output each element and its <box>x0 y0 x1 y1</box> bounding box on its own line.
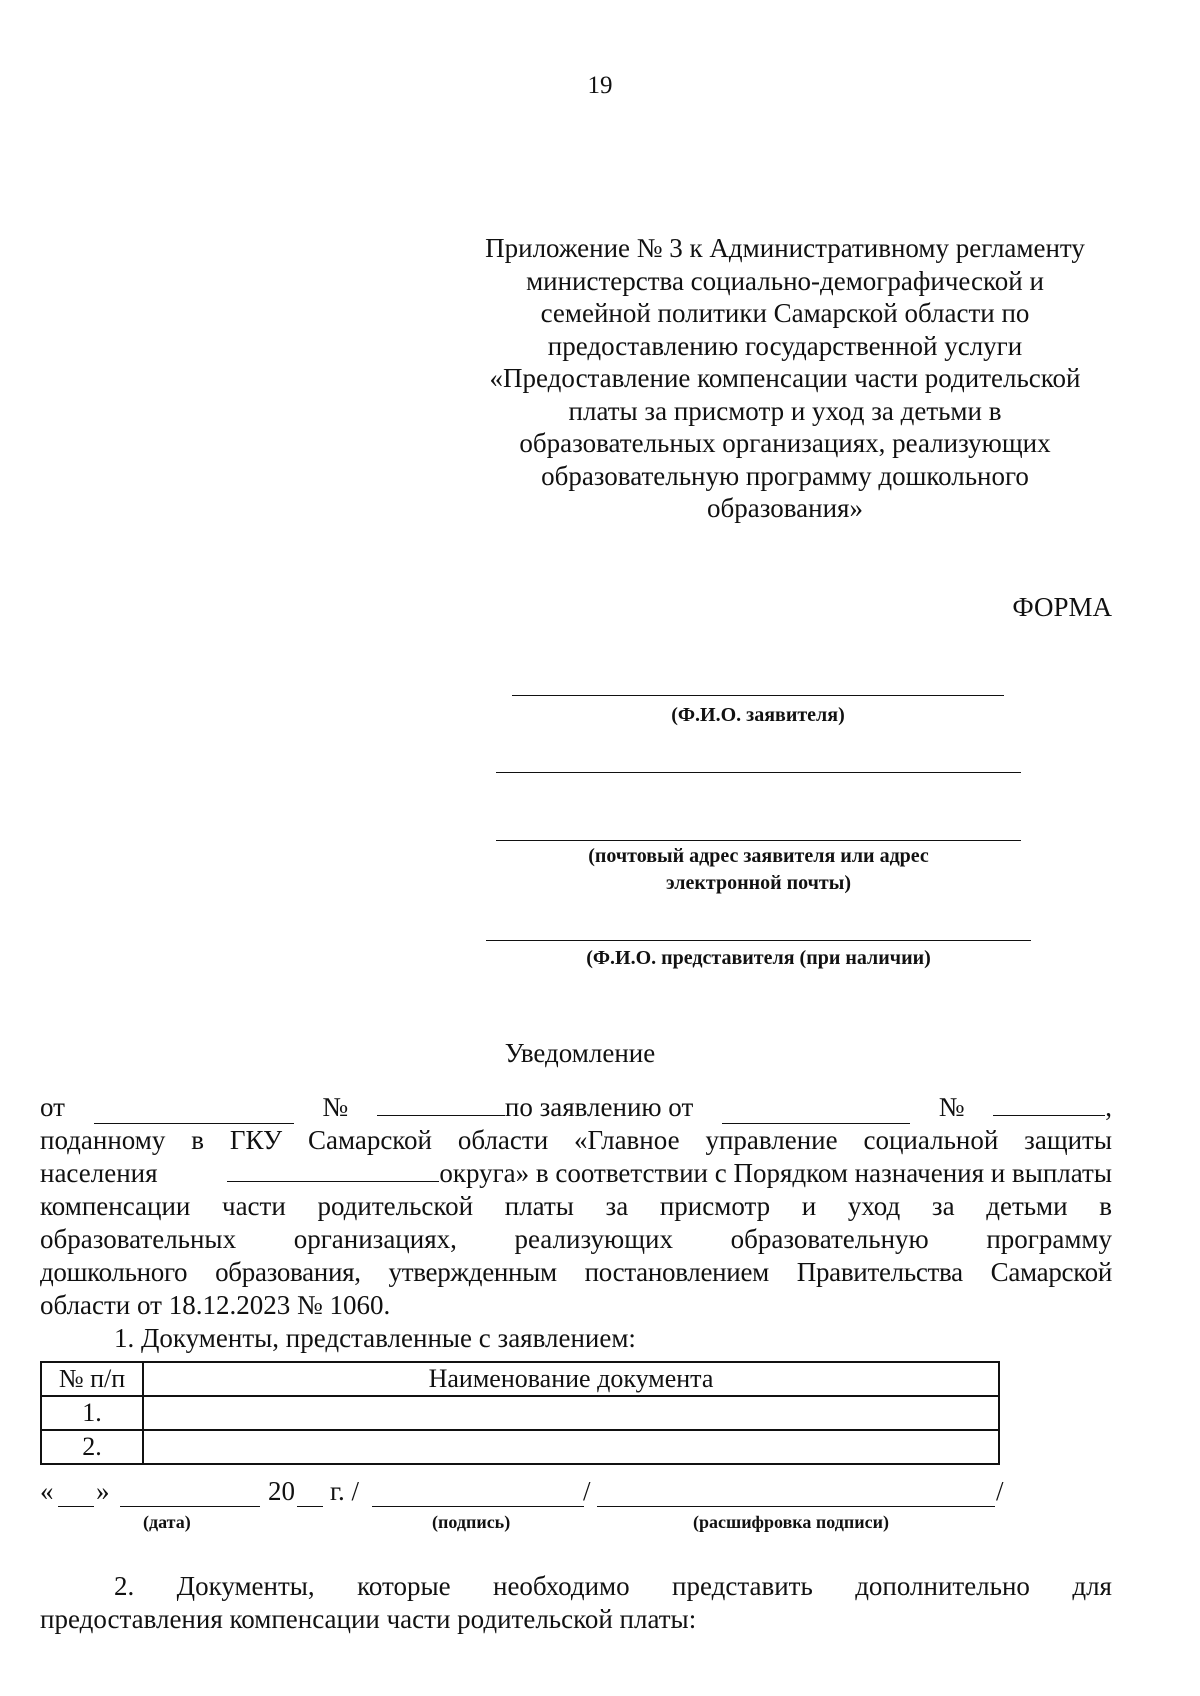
signature-blank[interactable] <box>372 1506 584 1507</box>
notice-line-6: дошкольного образования, утвержденным постановлением Правительства Самарской <box>40 1257 1112 1287</box>
table-header-number: № п/п <box>41 1362 143 1396</box>
sign-caption: (подпись) <box>432 1512 511 1532</box>
signature-decode-blank[interactable] <box>597 1506 995 1507</box>
applicant-fio-line[interactable] <box>512 695 1004 696</box>
application-date-blank[interactable] <box>722 1099 910 1124</box>
applicant-fio-caption: (Ф.И.О. заявителя) <box>671 704 845 726</box>
table-header-name: Наименование документа <box>143 1362 999 1396</box>
documents-table <box>40 1361 1000 1465</box>
appendix-line: семейной политики Самарской области по <box>540 298 1030 328</box>
number-sign-2: № <box>938 1092 965 1122</box>
notice-number-blank[interactable] <box>377 1091 505 1116</box>
representative-fio-line[interactable] <box>486 940 1031 941</box>
section-2-word: которые <box>357 1571 451 1601</box>
section-2-word: 2. <box>114 1571 135 1601</box>
table-cell-number: 2. <box>41 1430 143 1464</box>
year-suffix: г. / <box>330 1476 360 1506</box>
notice-line-2: поданному в ГКУ Самарской области «Главное управление социальной защиты <box>40 1125 1112 1155</box>
date-caption: (дата) <box>143 1512 191 1532</box>
section-2-word: дополнительно <box>855 1571 1030 1601</box>
appendix-line: предоставлению государственной услуги <box>547 330 1023 361</box>
year-blank[interactable] <box>297 1506 323 1507</box>
district-tail: округа» в соответствии с Порядком назначения и выплаты <box>439 1158 1112 1188</box>
notice-date-blank[interactable] <box>94 1099 294 1124</box>
table-row <box>41 1430 999 1464</box>
number-sign: № <box>322 1092 349 1122</box>
appendix-header <box>455 232 1115 525</box>
address-caption-line: (почтовый адрес заявителя или адрес <box>588 845 929 867</box>
appendix-line: Приложение № 3 к Административному регламенту <box>485 233 1085 263</box>
signature-open-quote: « <box>40 1476 54 1506</box>
section-2-word: представить <box>672 1571 813 1601</box>
form-label: ФОРМА <box>1012 592 1112 622</box>
year-prefix: 20 <box>268 1476 295 1506</box>
appendix-line: платы за присмотр и уход за детьми в <box>568 395 1002 426</box>
section-2-word: необходимо <box>493 1571 630 1601</box>
signature-close-quote: » <box>96 1476 110 1506</box>
table-cell-name[interactable] <box>143 1396 999 1430</box>
section-1-heading: 1. Документы, представленные с заявлением: <box>114 1323 636 1353</box>
notice-line-7: области от 18.12.2023 № 1060. <box>40 1290 391 1320</box>
appendix-line: «Предоставление компенсации части родительской <box>489 363 1081 393</box>
address-caption-line: электронной почты) <box>665 872 852 894</box>
comma: , <box>1105 1092 1112 1122</box>
section-2-word: Документы, <box>176 1571 315 1601</box>
applicant-address-line-2[interactable] <box>496 840 1021 841</box>
appendix-line: министерства социально-демографической и <box>526 265 1044 296</box>
notice-line-5: образовательных организациях, реализующих образовательную программу <box>40 1224 1112 1254</box>
appendix-line: образовательных организациях, реализующих <box>519 428 1051 458</box>
by-application-label: по заявлению от <box>504 1092 694 1122</box>
applicant-address-line-1[interactable] <box>496 772 1021 773</box>
signature-slash-end: / <box>996 1476 1004 1506</box>
table-header-row <box>41 1362 999 1396</box>
appendix-line: образовательную программу дошкольного <box>541 460 1029 491</box>
day-blank[interactable] <box>58 1506 94 1507</box>
population-label: населения <box>40 1158 158 1188</box>
month-blank[interactable] <box>120 1506 260 1507</box>
section-2-line-1 <box>114 1570 1112 1603</box>
notice-line-3 <box>40 1157 1112 1190</box>
notice-title: Уведомление <box>504 1038 656 1068</box>
table-row <box>41 1396 999 1430</box>
representative-fio-caption: (Ф.И.О. представителя (при наличии) <box>586 947 931 969</box>
table-cell-name[interactable] <box>143 1430 999 1464</box>
district-blank[interactable] <box>227 1157 439 1182</box>
decode-caption: (расшифровка подписи) <box>693 1512 889 1532</box>
notice-line-4: компенсации части родительской платы за присмотр и уход за детьми в <box>40 1191 1112 1221</box>
page-number: 19 <box>587 72 613 99</box>
appendix-line: образования» <box>707 493 863 523</box>
notice-line-1 <box>40 1091 1112 1124</box>
applicant-address-caption <box>496 843 1021 897</box>
section-2-line-2: предоставления компенсации части родительской платы: <box>40 1604 697 1634</box>
section-2-word: для <box>1072 1571 1112 1601</box>
signature-slash: / <box>583 1476 591 1506</box>
from-label: от <box>40 1092 65 1122</box>
table-cell-number: 1. <box>41 1396 143 1430</box>
application-number-blank[interactable] <box>993 1091 1105 1116</box>
